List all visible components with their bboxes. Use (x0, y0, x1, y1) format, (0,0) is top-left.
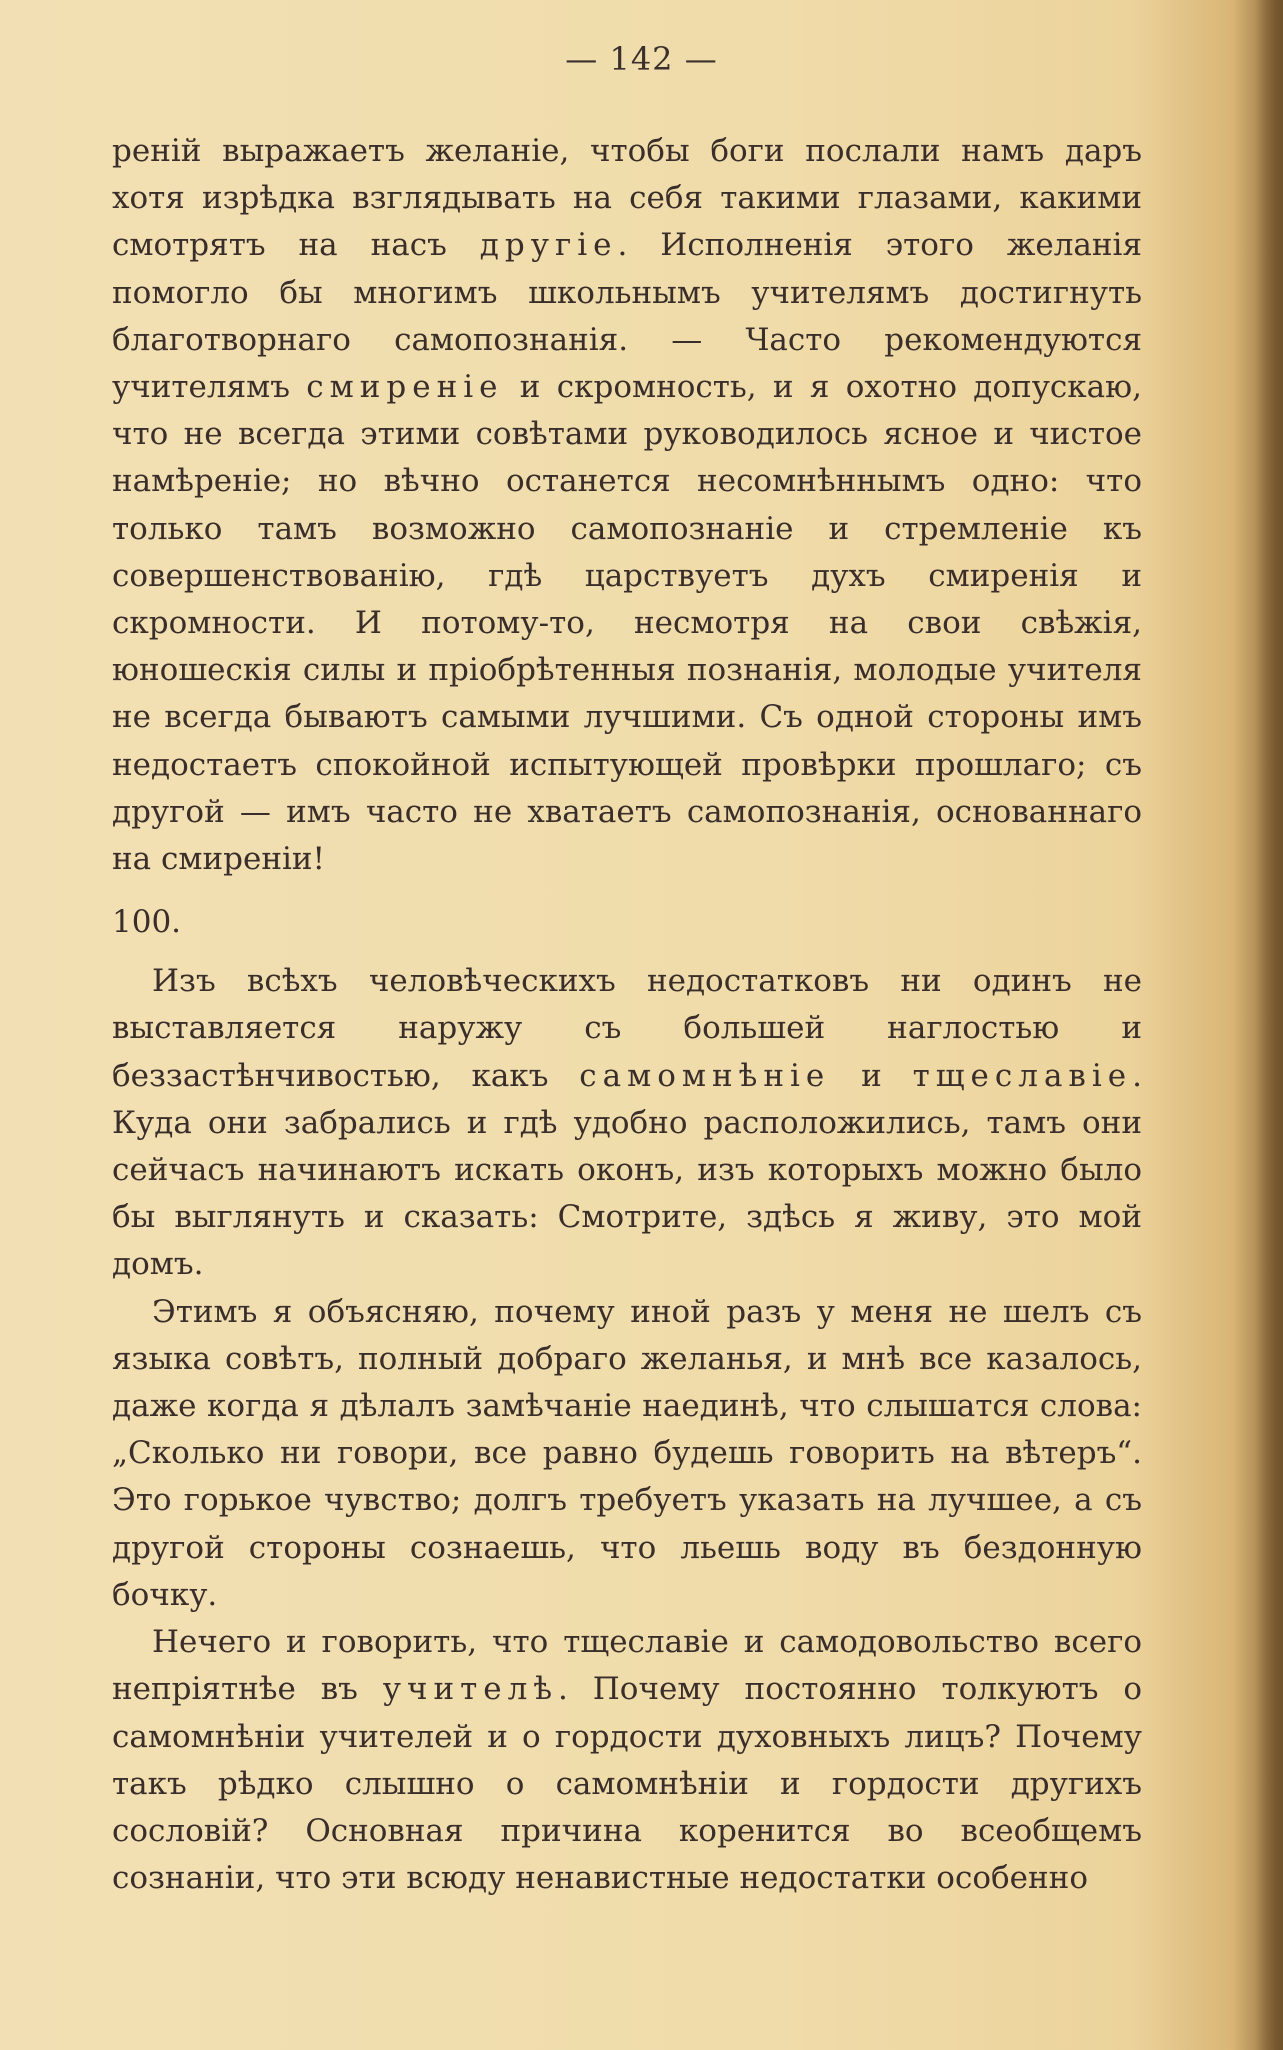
page-text (112, 128, 1142, 1902)
paragraph-continued (112, 128, 1142, 883)
text-run: и (830, 1057, 913, 1094)
text-run: . Исполненія этого желанія помогло бы многимъ школьнымъ учителямъ достигнуть благотворнаго самопознанія. — Часто рекомендуются учителямъ (112, 227, 1142, 406)
paragraph (112, 1619, 1142, 1902)
emphasized-word: тщеславіе (912, 1057, 1133, 1094)
text-run: Нечего и говорить, что тщеславіе и самодовольство всего непріятнѣе въ (112, 1624, 1142, 1708)
paragraph (112, 958, 1142, 1288)
text-run: . Куда они забрались и гдѣ удобно расположились, тамъ они сейчасъ начинаютъ искать оконъ, изъ которыхъ можно было бы выглянуть и сказать: Смотрите, здѣсь я живу, это мой домъ. (112, 1057, 1143, 1283)
section-number: 100. (112, 904, 182, 941)
emphasized-word: другіе (479, 227, 618, 264)
text-run: Изъ всѣхъ человѣческихъ недостатковъ ни одинъ не выставляется наружу съ большей наглостью и беззастѣнчивостью, какъ (112, 963, 1142, 1094)
text-run: реній выражаетъ желаніе, чтобы боги послали намъ даръ хотя изрѣдка взглядывать на себя такими глазами, какими смотрятъ на насъ (112, 133, 1142, 264)
text-run: . Почему постоянно толкуютъ о самомнѣніи учителей и о гордости духовныхъ лицъ? Почему такъ рѣдко слышно о самомнѣніи и гордости другихъ сословій? Основная причина коренится во всеобщемъ сознаніи, что эти всюду ненавистные недостатки особенно (112, 1671, 1142, 1897)
emphasized-word: самомнѣніе (579, 1057, 831, 1094)
text-run: и скромность, и я охотно допускаю, что не всегда этими совѣтами руководилось ясное и чистое намѣреніе; но вѣчно останется несомнѣннымъ одно: что только тамъ возможно самопознаніе и стремленіе къ совершенствованію, гдѣ царствуетъ духъ смиренія и скромности. И потому-то, несмотря на свои свѣжія, юношескія силы и пріобрѣтенныя познанія, молодые учителя не всегда бываютъ самыми лучшими. Съ одной стороны имъ недостаетъ спокойной испытующей провѣрки прошлаго; съ другой — имъ часто не хватаетъ самопознанія, основаннаго на смиреніи! (112, 369, 1142, 878)
text-run: Этимъ я объясняю, почему иной разъ у меня не шелъ съ языка совѣтъ, полный добраго желанья, и мнѣ все казалось, даже когда я дѣлалъ замѣчаніе наединѣ, что слышатся слова: „Сколько ни говори, все равно будешь говорить на вѣтеръ“. Это горькое чувство; долгъ требуетъ указать на лучшее, а съ другой стороны сознаешь, что льешь воду въ бездонную бочку. (112, 1293, 1142, 1613)
emphasized-word: смиреніе (306, 369, 504, 406)
page-number: — 142 — (565, 40, 718, 78)
emphasized-word: учителѣ (382, 1671, 559, 1708)
page-spine-shadow (1255, 0, 1283, 2050)
paragraph (112, 1289, 1142, 1619)
